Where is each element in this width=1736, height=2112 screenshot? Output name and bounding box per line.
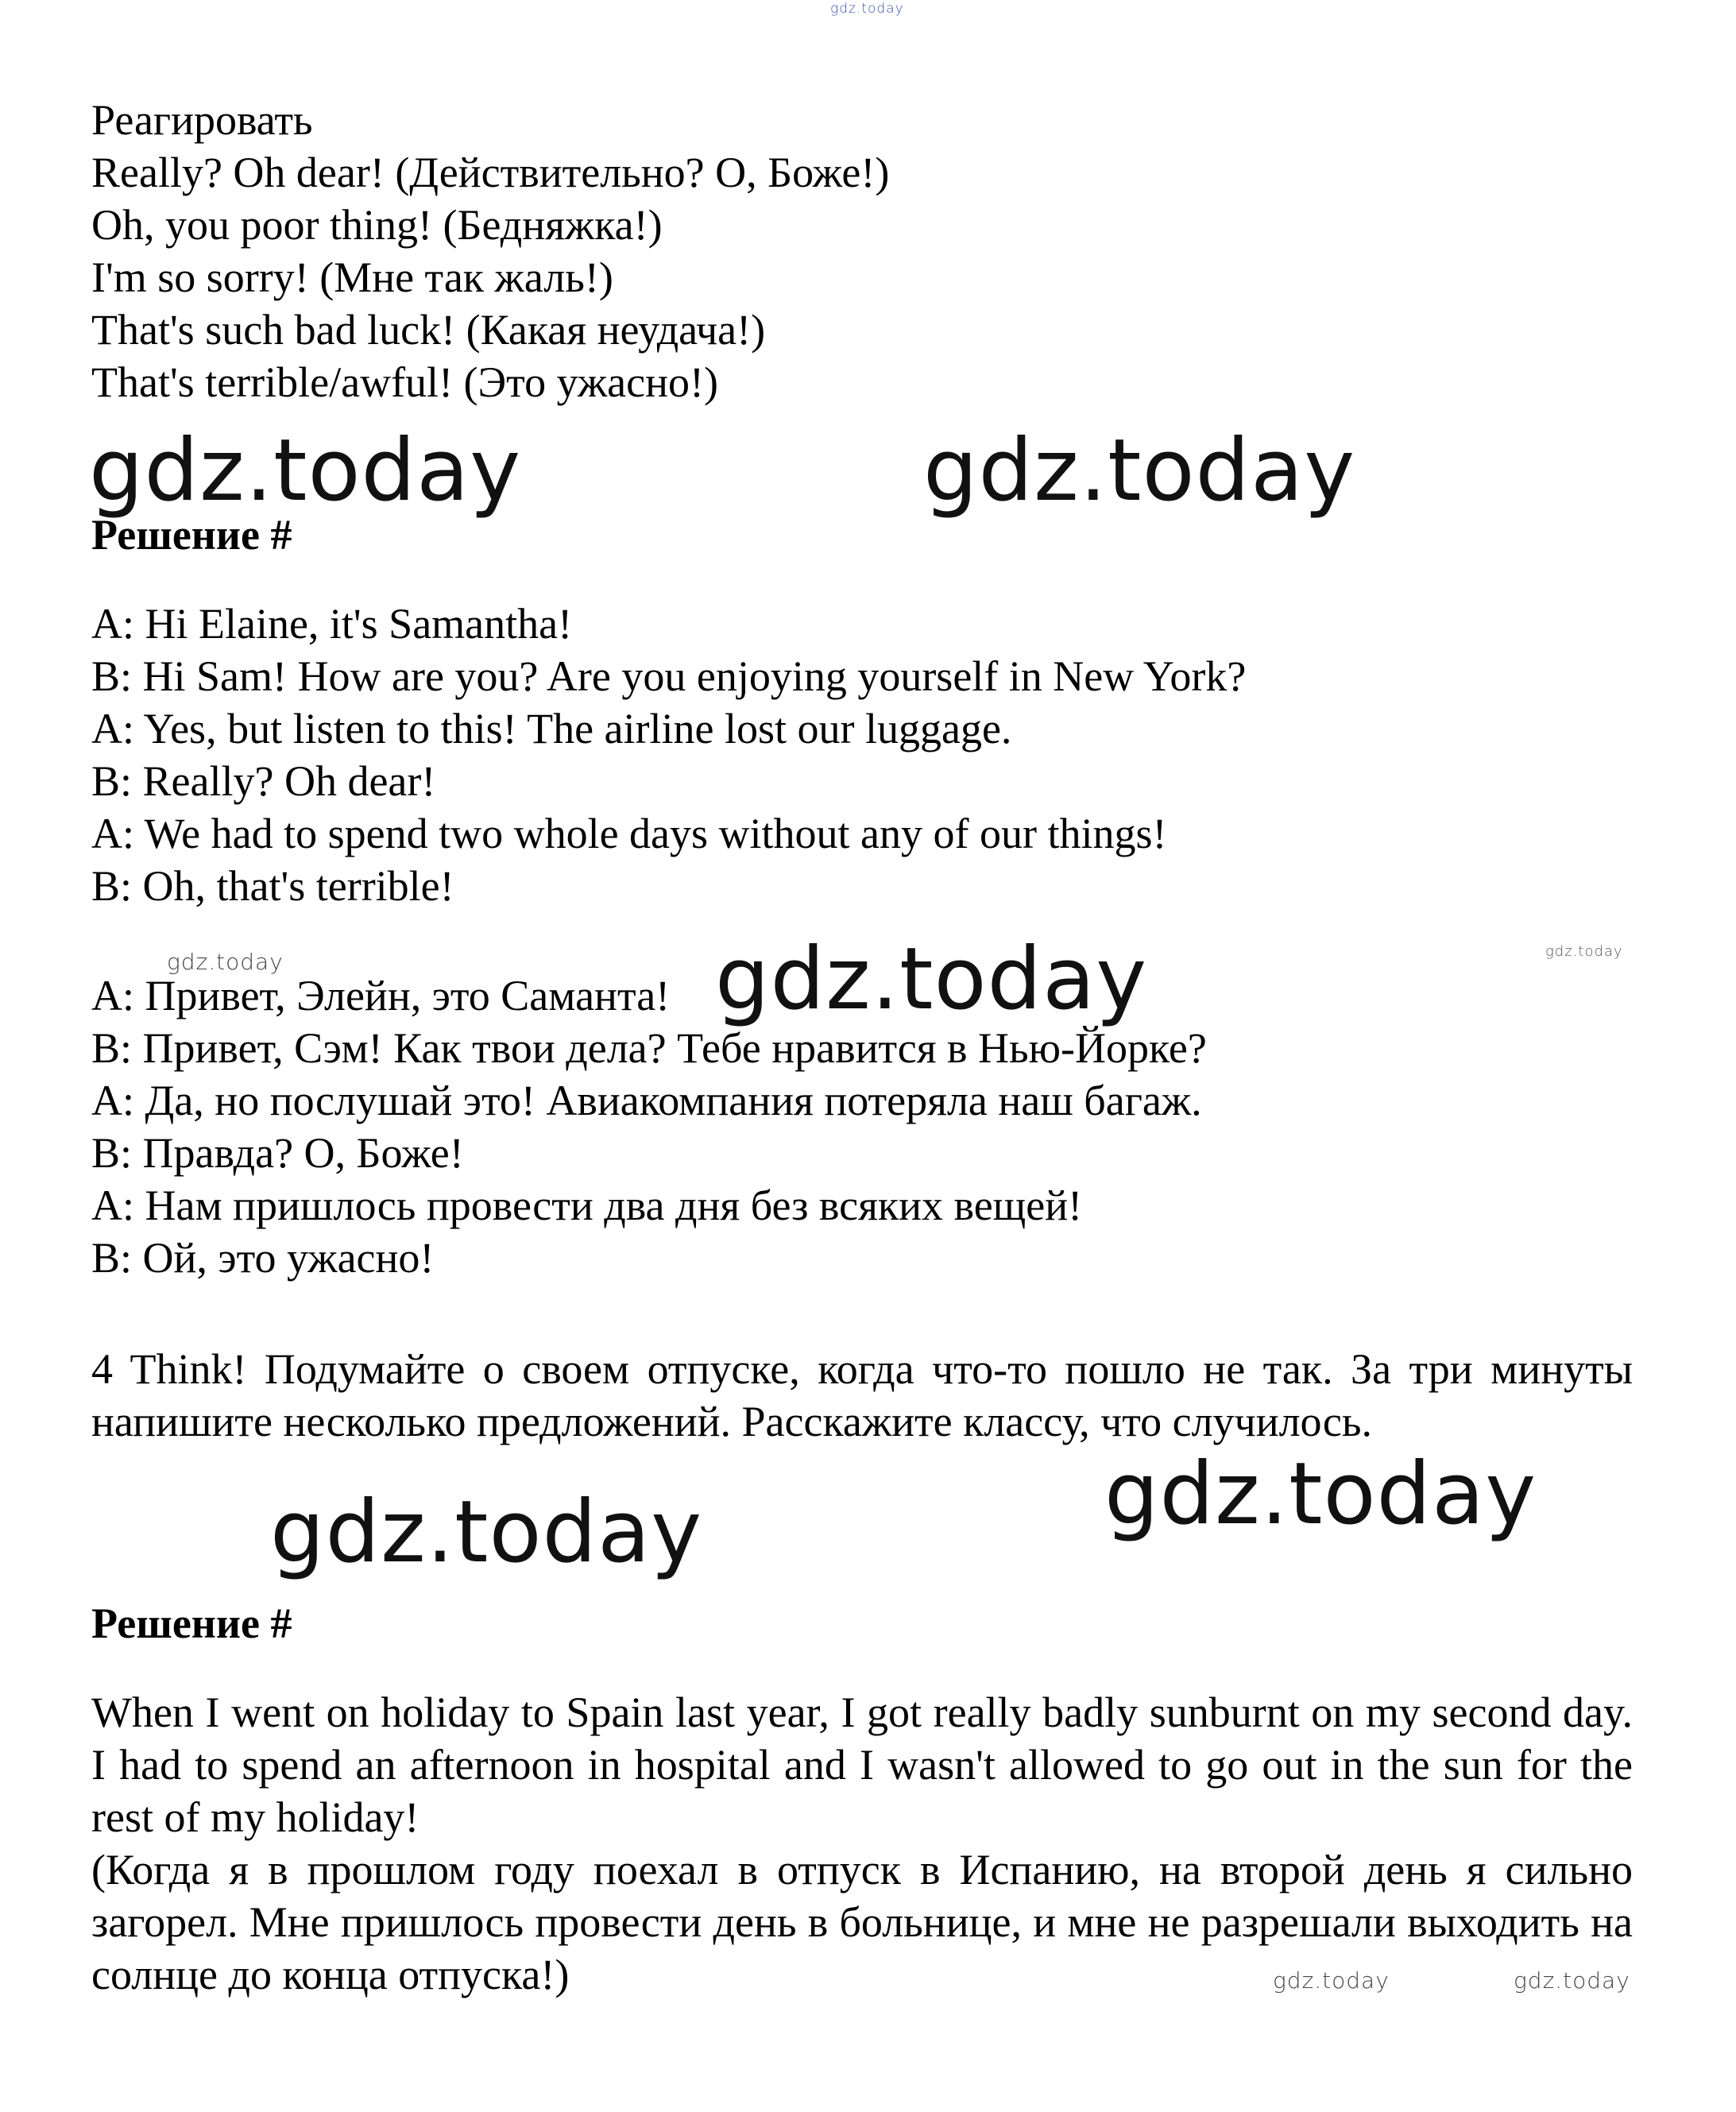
solution-heading: Решение # <box>91 1599 292 1647</box>
watermark-top: gdz.today <box>830 1 904 17</box>
watermark-large: gdz.today <box>89 421 522 520</box>
task-text: 4 Think! Подумайте о своем отпуске, когда что-то пошло не так. За три минуты напишите несколько предложений. Расскажите классу, что случилось. <box>91 1345 1633 1445</box>
dialogue-line-en: B: Really? Oh dear! <box>91 757 436 805</box>
solution-text-ru: (Когда я в прошлом году поехал в отпуск в Испанию, на второй день я сильно загорел. Мне пришлось провести день в больнице, и мне не разрешали выходить на солнце до конца отпуска!) <box>91 1846 1633 1998</box>
dialogue-line-ru: B: Ой, это ужасно! <box>91 1234 435 1282</box>
phrase-item: That's terrible/awful! (Это ужасно!) <box>91 358 718 406</box>
phrase-item: That's such bad luck! (Какая неудача!) <box>91 306 766 354</box>
dialogue-line-ru: A: Привет, Элейн, это Саманта! <box>91 972 671 1019</box>
dialogue-line-en: A: Yes, but listen to this! The airline lost our luggage. <box>91 705 1012 752</box>
watermark-large: gdz.today <box>715 930 1148 1029</box>
dialogue-line-en: B: Oh, that's terrible! <box>91 862 454 910</box>
watermark-small: gdz.today <box>1273 1967 1390 1994</box>
watermark-small: gdz.today <box>167 949 284 975</box>
phrase-item: Oh, you poor thing! (Бедняжка!) <box>91 201 663 249</box>
phrase-item: I'm so sorry! (Мне так жаль!) <box>91 253 613 301</box>
solution-text-en: When I went on holiday to Spain last year, I got really badly sunburnt on my second day. I had to spend an afternoon in hospital and I wasn't allowed to go out in the sun for the rest of my holiday! <box>91 1688 1633 1841</box>
watermark-small: gdz.today <box>1514 1967 1630 1994</box>
dialogue-line-ru: A: Да, но послушай это! Авиакомпания потеряла наш багаж. <box>91 1077 1202 1124</box>
dialogue-line-ru: B: Правда? О, Боже! <box>91 1129 464 1177</box>
watermark-large: gdz.today <box>923 421 1356 520</box>
phrase-item: Really? Oh dear! (Действительно? О, Боже!) <box>91 149 890 196</box>
dialogue-line-en: A: We had to spend two whole days without any of our things! <box>91 810 1167 857</box>
watermark-large: gdz.today <box>1104 1445 1537 1544</box>
dialogue-line-ru: A: Нам пришлось провести два дня без всяких вещей! <box>91 1182 1083 1229</box>
dialogue-line-ru: B: Привет, Сэм! Как твои дела? Тебе нравится в Нью-Йорке? <box>91 1024 1207 1072</box>
phrases-title: Реагировать <box>91 96 313 144</box>
solution-heading: Решение # <box>91 511 292 559</box>
dialogue-line-en: A: Hi Elaine, it's Samantha! <box>91 600 573 648</box>
watermark-tiny: gdz.today <box>1545 943 1623 960</box>
dialogue-line-en: B: Hi Sam! How are you? Are you enjoying yourself in New York? <box>91 652 1247 700</box>
watermark-large: gdz.today <box>270 1483 703 1582</box>
